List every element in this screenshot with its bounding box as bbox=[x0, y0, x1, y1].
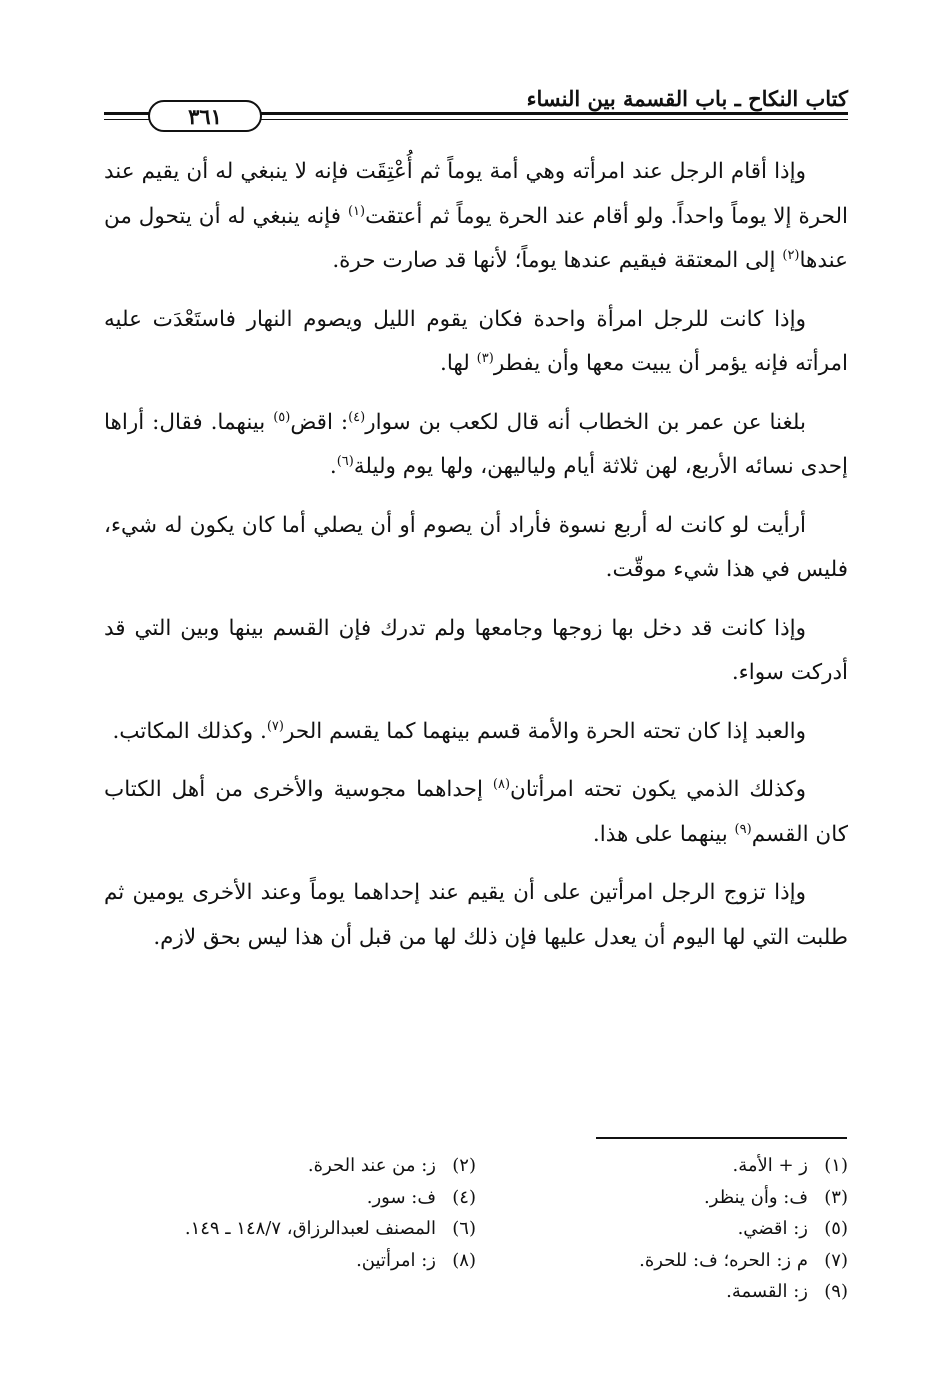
footnote-number: (٩) bbox=[824, 1281, 848, 1302]
footnote-text: ف: سور. bbox=[366, 1186, 436, 1208]
footnote-text: ز: القسمة. bbox=[726, 1281, 808, 1302]
footnote-reference: (١) bbox=[347, 203, 366, 219]
paragraph bbox=[104, 871, 848, 960]
footnotes-left-column bbox=[104, 1150, 476, 1276]
paragraph-text: بينهما. فقال: أراها إحدى نسائه الأربع، لهن ثلاثة أيام ولياليهن، ولها يوم وليلة bbox=[104, 409, 848, 479]
footnotes-right-column bbox=[476, 1150, 848, 1308]
page-number: ٣٦١ bbox=[188, 103, 222, 129]
footnote-reference: (٣) bbox=[476, 350, 494, 366]
footnote-number: (٨) bbox=[452, 1249, 476, 1271]
footnote-text: م ز: الحره؛ ف: للحرة. bbox=[639, 1249, 808, 1271]
paragraph bbox=[104, 298, 848, 387]
footnote-item bbox=[104, 1182, 476, 1214]
footnote-item bbox=[104, 1150, 476, 1182]
paragraph-text: وكذلك الذمي يكون تحته امرأتان bbox=[510, 777, 806, 802]
paragraph-text: إحداهما مجوسية والأخرى من أهل الكتاب كان القسم bbox=[104, 777, 848, 847]
paragraph-text: بينهما على هذا. bbox=[592, 821, 735, 847]
footnote-text: ز: اقضي. bbox=[737, 1218, 808, 1239]
footnote-text: المصنف لعبدالرزاق، ١٤٨/٧ ـ ١٤٩. bbox=[184, 1218, 436, 1239]
paragraph bbox=[104, 710, 848, 755]
paragraph-text: وإذا أقام الرجل عند امرأته وهي أمة يوماً ثم أُعْتِقَت فإنه لا ينبغي له أن يقيم عند الحرة إلا يوماً واحداً. ولو أقام عند الحرة يوماً ثم أعتقت bbox=[104, 159, 848, 229]
footnote-item bbox=[104, 1245, 476, 1277]
footnote-item bbox=[104, 1213, 476, 1245]
footnote-text: ز: امرأتين. bbox=[356, 1249, 436, 1271]
footnote-reference: (٥) bbox=[273, 409, 291, 425]
footnote-text: ز: من عند الحرة. bbox=[307, 1155, 436, 1176]
paragraph-text: . bbox=[329, 454, 337, 479]
paragraph bbox=[104, 504, 848, 593]
footnote-number: (٤) bbox=[452, 1186, 476, 1208]
main-text bbox=[104, 150, 848, 974]
running-title: كتاب النكاح ـ باب القسمة بين النساء bbox=[526, 86, 848, 111]
paragraph-text: . وكذلك المكاتب. bbox=[112, 718, 267, 744]
paragraph-text: وإذا كانت قد دخل بها زوجها وجامعها ولم تدرك فإن القسم بينها وبين التي قد أدركت سواء. bbox=[104, 615, 848, 685]
footnote-text: ف: وأن ينظر. bbox=[704, 1186, 808, 1208]
footnote-reference: (٧) bbox=[266, 718, 284, 734]
footnote-number: (١) bbox=[824, 1155, 848, 1176]
paragraph bbox=[104, 401, 848, 490]
paragraph-text: لها. bbox=[439, 351, 477, 376]
paragraph-text: إلى المعتقة فيقيم عندها يوماً؛ لأنها قد صارت حرة. bbox=[332, 248, 783, 273]
footnote-text: ز + الأمة. bbox=[732, 1155, 808, 1176]
paragraph-text: بلغنا عن عمر بن الخطاب أنه قال لكعب بن سوار bbox=[365, 409, 807, 435]
footnote-reference: (٩) bbox=[734, 821, 752, 837]
paragraph-text: وإذا تزوج الرجل امرأتين على أن يقيم عند إحداهما يوماً وعند الأخرى يومين ثم طلبت التي لها اليوم أن يعدل عليها فإن ذلك لها من قبل أن هذا ليس بحق لازم. bbox=[104, 880, 848, 950]
footnote-item bbox=[476, 1245, 848, 1277]
footnote-number: (٧) bbox=[824, 1249, 848, 1271]
footnote-separator bbox=[596, 1137, 847, 1139]
paragraph-text: : اقض bbox=[290, 409, 349, 435]
page-number-badge bbox=[148, 100, 262, 132]
paragraph-text: فإنه ينبغي له أن يتحول من عندها bbox=[104, 203, 848, 273]
footnote-reference: (٤) bbox=[348, 409, 366, 425]
footnote-item bbox=[476, 1150, 848, 1182]
footnote-number: (٥) bbox=[824, 1218, 848, 1239]
paragraph bbox=[104, 607, 848, 696]
footnote-number: (٢) bbox=[452, 1155, 476, 1176]
footnote-reference: (٨) bbox=[492, 776, 511, 792]
footnote-number: (٣) bbox=[824, 1186, 848, 1208]
footnote-number: (٦) bbox=[452, 1218, 476, 1239]
paragraph-text: أرأيت لو كانت له أربع نسوة فأراد أن يصوم أو أن يصلي أما كان يكون له شيء، فليس في هذا شيء موقّت. bbox=[104, 512, 848, 582]
paragraph bbox=[104, 768, 848, 857]
paragraph bbox=[104, 150, 848, 284]
paragraph-text: وإذا كانت للرجل امرأة واحدة فكان يقوم الليل ويصوم النهار فاستَعْدَت عليه امرأته فإنه يؤمر أن يبيت معها وأن يفطر bbox=[104, 306, 848, 376]
paragraph-text: والعبد إذا كان تحته الحرة والأمة قسم بينهما كما يقسم الحر bbox=[283, 718, 806, 744]
footnote-reference: (٢) bbox=[782, 247, 800, 263]
footnote-reference: (٦) bbox=[336, 453, 354, 469]
footnote-item bbox=[476, 1213, 848, 1245]
page-header bbox=[104, 82, 848, 130]
footnote-item bbox=[476, 1276, 848, 1308]
footnote-item bbox=[476, 1182, 848, 1214]
